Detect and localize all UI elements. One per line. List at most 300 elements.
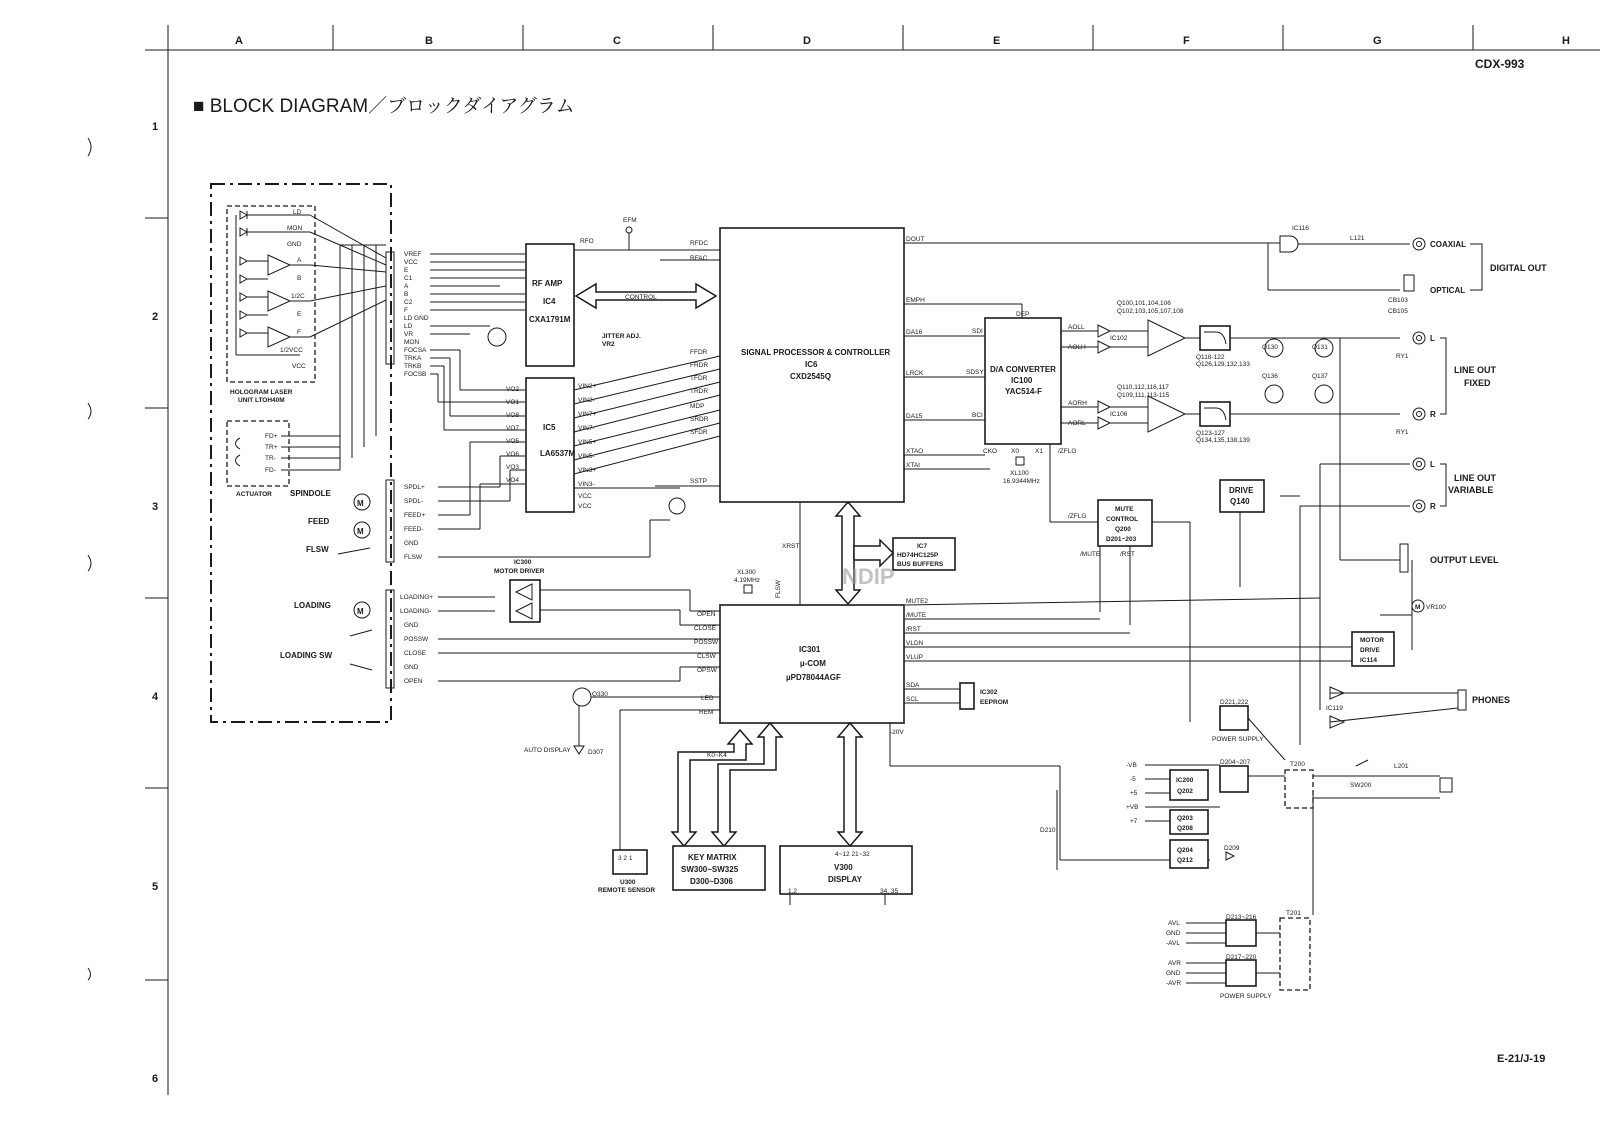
sig-f: F [404,307,408,314]
ic301-mute2: MUTE2 [906,598,929,605]
optical-module [1404,275,1414,291]
q137-label: Q137 [1312,373,1328,380]
xl100-label: XL100 [1010,470,1029,477]
avr-label: AVR [1168,960,1181,967]
sig-ld: LD [404,323,413,330]
power-supply-1: POWER SUPPLY [1212,736,1264,743]
sig-a: A [404,283,409,290]
output-stage-right [1061,385,1400,432]
ic301-m20v: -20V [890,729,904,736]
d217-label: D217~220 [1226,954,1257,961]
pin-open: OPEN [404,678,423,685]
d213-rectifier [1226,920,1256,946]
display-desc: DISPLAY [828,875,862,884]
sig-e: E [404,267,409,274]
rail-m5: -5 [1130,776,1136,783]
ic100-aoll: AOLL [1068,324,1085,331]
line-out-var-1: LINE OUT [1454,473,1496,483]
spindle-motor-glyph: M [357,499,364,508]
pin-fd-plus: FD+ [265,433,278,440]
pin-gnd-motor: GND [404,540,419,547]
line-out-var-2: VARIABLE [1448,485,1494,495]
digital-out-label: DIGITAL OUT [1490,263,1547,273]
binding-mark [88,555,91,571]
col-g: G [1373,35,1382,47]
ic301-vldn: VLDN [906,640,924,647]
ic106-label: IC106 [1110,411,1128,418]
ic100-bci: BCI [972,412,983,419]
binding-mark [88,138,91,156]
ic5-vin5m: VIN5- [578,453,595,460]
ic5-vin7p: VIN7+ [578,411,597,418]
pin-spdl-minus: SPDL- [404,498,424,505]
q204-label: Q204 [1177,847,1193,854]
cb105-label: CB105 [1388,308,1408,315]
col-c: C [613,35,621,47]
pin-close: CLOSE [404,650,427,657]
ic6-srdr: SRDR [690,416,709,423]
ic100-dep: DEP [1016,311,1030,318]
pin-loading-gnd: GND [404,622,419,629]
q-top2-label: Q102,103,105,107,108 [1117,308,1184,315]
pin-vcc: VCC [292,363,306,370]
rail-p7: +7 [1130,818,1138,825]
ic301-flsw: FLSW [775,579,782,598]
d217-rectifier [1226,960,1256,986]
pin-loading-minus: LOADING- [400,608,432,615]
ic100-zflg: /ZFLG [1058,448,1077,455]
mute-l1: MUTE [1115,506,1134,513]
ic5-vin3m: VIN3- [578,481,595,488]
ic100-title: D/A CONVERTER [990,365,1056,374]
d204-rectifier [1220,766,1248,792]
actuator-label: ACTUATOR [236,491,272,498]
pin-ld: LD [293,209,302,216]
motor-drive-l2: DRIVE [1360,647,1380,654]
col-b: B [425,35,433,47]
xl100-freq: 16.9344MHz [1003,478,1040,485]
row-3: 3 [152,501,159,513]
t201-transformer [1280,918,1310,990]
ic301-vlup: VLUP [906,654,923,661]
q-lpf1b-label: Q126,129,132,133 [1196,361,1250,368]
fixed-bracket [1440,338,1446,414]
ic5-vin2p: VIN2+ [578,383,597,390]
ic100-aorh: AORH [1068,400,1087,407]
ry1-label-top: RY1 [1396,353,1409,360]
d213-label: D213~216 [1226,914,1257,921]
ic6-xtao: XTAO [906,448,924,455]
row-1: 1 [152,121,159,133]
connector-wires [310,215,386,470]
ic301-close: CLOSE [694,625,717,632]
ic301-open: OPEN [697,611,716,618]
ic301-scl: SCL [906,696,919,703]
vr2-label: VR2 [602,341,615,348]
drive-q: Q140 [1230,497,1250,506]
remote-sensor-u300 [613,850,647,874]
ic301-sda: SDA [906,682,920,689]
zflg-label: /ZFLG [1068,513,1087,520]
phones-label: PHONES [1472,695,1511,705]
q202-label: Q202 [1177,788,1193,795]
feed-label: FEED [308,517,330,526]
var-l-label: L [1430,460,1435,469]
d209-label: D209 [1224,845,1240,852]
pin-half-vcc: 1/2VCC [280,347,303,354]
ic100-x0: X0 [1011,448,1019,455]
pin-tr-minus: TR- [265,455,276,462]
variable-bracket [1440,464,1446,506]
avl-gnd-label: GND [1166,930,1181,937]
ic7-part: HD74HC125P [897,552,939,559]
pin-feed-minus: FEED- [404,526,424,533]
rail-mvb: -VB [1126,762,1137,769]
ic5-id: IC5 [543,423,556,432]
bus-arrow-display [838,723,862,846]
row-4: 4 [152,691,159,703]
col-f: F [1183,35,1190,47]
ic6-mdp: MDP [690,403,705,410]
ic301-rst: /RST [906,626,921,633]
flsw-label: FLSW [306,545,329,554]
ic5-vo1: VO1 [506,399,520,406]
ic301-right-wiring [890,598,1352,860]
q2-transistor [669,498,685,514]
mute-l2: CONTROL [1106,516,1139,523]
q203-label: Q203 [1177,815,1193,822]
ic4-title: RF AMP [532,279,563,288]
mute-l4: D201~203 [1106,536,1137,543]
cb103-label: CB103 [1388,297,1408,304]
flsw-switch [338,548,370,554]
rail-pvb: +VB [1126,804,1139,811]
sig-focsa: FOCSA [404,347,427,354]
ic302-eeprom [960,683,974,709]
d307-label: D307 [588,749,604,756]
right-wiring [1240,338,1458,745]
ic102-label: IC102 [1110,335,1128,342]
jitter-label: JITTER ADJ. [602,333,641,340]
remote-id: U300 [620,879,636,886]
ic100-cko: CKO [983,448,998,455]
ic200-label: IC200 [1176,777,1194,784]
binding-mark [88,403,91,419]
ic100-part: YAC514-F [1005,387,1043,396]
pin-tr-plus: TR+ [265,444,278,451]
q208-label: Q208 [1177,825,1193,832]
ic5-vin5p: VIN5+ [578,439,597,446]
q-bot2-label: Q109,111,113-115 [1117,392,1170,399]
ic5-vin7m: VIN7- [578,425,595,432]
ic6-title: SIGNAL PROCESSOR & CONTROLLER [741,348,891,357]
ic116-gate [1280,236,1298,252]
q-bot-label: Q110,112,116,117 [1117,384,1169,391]
ic200-regulator [1170,770,1208,800]
display-p2: 34, 35 [880,888,899,895]
coaxial-label: COAXIAL [1430,240,1466,249]
watermark: NDIP [842,564,895,589]
ic4-rfo: RFO [580,238,594,245]
q-lpf2b-label: Q134,135,138,139 [1196,437,1250,444]
var-r-label: R [1430,502,1436,511]
rst-pin: /RST [1120,551,1135,558]
t200-transformer [1285,770,1313,808]
ic6-da16: DA16 [906,329,923,336]
output-level-pot [1400,544,1408,572]
ic100-aolh: AOLH [1068,344,1086,351]
hologram-model: UNIT LTOH40M [238,397,285,404]
ry1-label-bot: RY1 [1396,429,1409,436]
key-matrix-l3: D300~D306 [690,877,733,886]
ic6-xtai: XTAI [906,462,920,469]
pin-half-c: 1/2C [291,293,305,300]
pin-f: F [297,329,301,336]
d210-label: D210 [1040,827,1056,834]
mute-l3: Q200 [1115,526,1131,533]
bus-arrow-k0k4 [672,730,752,846]
avl-label: AVL [1168,920,1180,927]
pin-possw: POSSW [404,636,429,643]
pin-fd-minus: FD- [265,467,276,474]
line-out-fixed-2: FIXED [1464,378,1491,388]
power-rails-wiring [1145,718,1285,821]
remote-desc: REMOTE SENSOR [598,887,656,894]
display-id: V300 [834,863,853,872]
q1-transistor [488,328,506,346]
ic301-part: µPD78044AGF [786,673,841,682]
sig-mon: MON [404,339,420,346]
ic5-vo8: VO8 [506,412,520,419]
ic100-aorl: AORL [1068,420,1086,427]
col-e: E [993,35,1001,47]
q131-label: Q131 [1312,344,1328,351]
ic6-emph: EMPH [906,297,925,304]
d221-rectifier [1220,706,1248,730]
key-matrix-l2: SW300~SW325 [681,865,739,874]
pin-feed-plus: FEED+ [404,512,426,519]
q-top-label: Q100,101,104,106 [1117,300,1171,307]
ic6-tfdr: TFDR [690,375,708,382]
ic6-id: IC6 [805,360,818,369]
control-label: CONTROL [625,294,657,301]
efm-testpoint [626,227,632,233]
sig-vr: VR [404,331,414,338]
ic301-opsw: OPSW [697,667,717,674]
vr100-label: VR100 [1426,604,1446,611]
fixed-l-label: L [1430,334,1435,343]
ic4-id: IC4 [543,297,556,306]
sig-trkb: TRKB [404,363,422,370]
ic6-ffdr: FFDR [690,349,708,356]
ic301-desc: µ-COM [800,659,826,668]
ic100-sdsy: SDSY [966,369,984,376]
avl-neg-label: -AVL [1166,940,1180,947]
t200-label: T200 [1290,761,1305,768]
page-number: E-21/J-19 [1497,1053,1546,1065]
key-matrix-l1: KEY MATRIX [688,853,737,862]
ic301-possw: POSSW [694,639,719,646]
ic5-vcc1: VCC [578,493,592,500]
ic5-vo2: VO2 [506,386,520,393]
page-title: ■ BLOCK DIAGRAM／ブロックダイアグラム [193,96,575,117]
avr-gnd-label: GND [1166,970,1181,977]
motor-drive-l1: MOTOR [1360,637,1385,644]
sw200-switch [1356,760,1368,766]
bus-arrow-to-ic7 [854,540,893,566]
ic6-frdr: FRDR [690,362,709,369]
digital-out-bracket [1470,244,1482,290]
ic116-label: IC116 [1292,225,1309,232]
pin-e: E [297,311,302,318]
line-out-fixed-1: LINE OUT [1454,365,1496,375]
drive-label: DRIVE [1229,486,1254,495]
ic302-desc: EEPROM [980,699,1009,706]
ic300-id: IC300 [514,559,532,566]
q-lpf2-label: Q123-127 [1196,430,1225,437]
display-pins: 4~12 21~32 [835,851,870,858]
ic5-vo6: VO6 [506,451,520,458]
ic6-trdr: TRDR [690,388,709,395]
ic100-sdi: SDI [972,328,983,335]
ic6-lrck: LRCK [906,370,924,377]
efm-label: EFM [623,217,637,224]
ic301-clsw: CLSW [697,653,716,660]
vr100-m-glyph: M [1415,604,1421,611]
feed-motor-glyph: M [357,527,364,536]
rail-p5: +5 [1130,790,1138,797]
ic5-vo4: VO4 [506,477,520,484]
row-2: 2 [152,311,159,323]
ic5-vo3: VO3 [506,464,520,471]
q130-label: Q130 [1262,344,1278,351]
pin-loading-plus: LOADING+ [400,594,434,601]
drive-q140 [1220,480,1264,512]
q-lpf1-label: Q118-122 [1196,354,1225,361]
ic301-mute: /MUTE [906,612,927,619]
xrst-label: XRST [782,543,800,550]
display-p1: 1,2 [788,888,798,895]
ic6-sstp: SSTP [690,478,707,485]
row-5: 5 [152,881,159,893]
ic5-driver [526,378,574,512]
sig-c1: C1 [404,275,413,282]
l121-label: L121 [1350,235,1365,242]
pin-spdl-plus: SPDL+ [404,484,425,491]
ic6-da15: DA15 [906,413,923,420]
optical-label: OPTICAL [1430,286,1466,295]
d307-led [574,746,584,754]
fixed-r-label: R [1430,410,1436,419]
ic7-id: IC7 [917,543,928,550]
row-6: 6 [152,1073,159,1085]
sw200-label: SW200 [1350,782,1372,789]
q212-label: Q212 [1177,857,1193,864]
pin-a: A [297,257,302,264]
binding-mark [88,968,91,980]
sig-vref: VREF [404,251,422,258]
output-jacks [1413,238,1425,512]
mute-pin: /MUTE [1080,551,1101,558]
q330-transistor [573,688,591,706]
sig-c2: C2 [404,299,413,306]
loading-switch-2 [350,664,372,670]
ic5-vo7: VO7 [506,425,520,432]
xl300-label: XL300 [737,569,756,576]
ic302-id: IC302 [980,689,998,696]
xl300-crystal [744,585,752,593]
pin-mon: MON [287,225,303,232]
loading-label: LOADING [294,601,331,610]
phones-jack [1458,690,1466,710]
ic119-label: IC119 [1326,705,1343,712]
loading-sw-label: LOADING SW [280,651,332,660]
ic100-id: IC100 [1011,376,1033,385]
auto-display-label: AUTO DISPLAY [524,747,571,754]
sig-vcc: VCC [404,259,418,266]
ic5-vin2m: VIN2- [578,397,595,404]
pin-flsw: FLSW [404,554,423,561]
ic6-rfdc: RFDC [690,240,709,247]
ic301-led: LED [701,695,714,702]
ic7-desc: BUS BUFFERS [897,561,944,568]
sig-trka: TRKA [404,355,422,362]
d209-diode [1226,852,1234,860]
pin-gnd2: GND [404,664,419,671]
avr-neg-label: -AVR [1166,980,1182,987]
sig-ld-gnd: LD GND [404,315,429,322]
motor-wiring [438,442,720,681]
ic301-id: IC301 [799,645,821,654]
col-a: A [235,35,243,47]
ac-plug [1440,778,1452,792]
xl300-freq: 4.19MHz [734,577,761,584]
ic6-dout: DOUT [906,236,925,243]
ic5-vcc2: VCC [578,503,592,510]
loading-switch-1 [350,630,372,636]
ic5-part: LA6537M [540,449,576,458]
loading-motor-glyph: M [357,607,364,616]
ic6-part: CXD2545Q [790,372,831,381]
output-level-label: OUTPUT LEVEL [1430,555,1499,565]
pin-gnd: GND [287,241,302,248]
ic4-part: CXA1791M [529,315,571,324]
ic6-rfac: RFAC [690,255,708,262]
hologram-label: HOLOGRAM LASER [230,389,293,396]
ic6-sfdr: SFDR [690,429,708,436]
spindle-label: SPINDOLE [290,489,331,498]
ic100-x1: X1 [1035,448,1043,455]
ic5-vo5: VO5 [506,438,520,445]
sig-focsb: FOCSB [404,371,427,378]
model-label: CDX-993 [1475,57,1525,71]
d204-label: D204~207 [1220,759,1251,766]
xl100-crystal [1016,457,1024,465]
d221-label: D221,222 [1220,699,1249,706]
ic5-vin3p: VIN3+ [578,467,597,474]
actuator-coil [236,438,241,466]
motor-drive-l3: IC114 [1360,657,1377,664]
power-supply-2: POWER SUPPLY [1220,993,1272,1000]
actuator-boundary [227,421,289,486]
col-h: H [1562,35,1570,47]
key-bus-label: K0~K4 [707,752,727,759]
sig-b: B [404,291,409,298]
col-d: D [803,35,811,47]
t201-label: T201 [1286,910,1301,917]
q136-label: Q136 [1262,373,1278,380]
remote-pins: 3 2 1 [618,855,633,862]
